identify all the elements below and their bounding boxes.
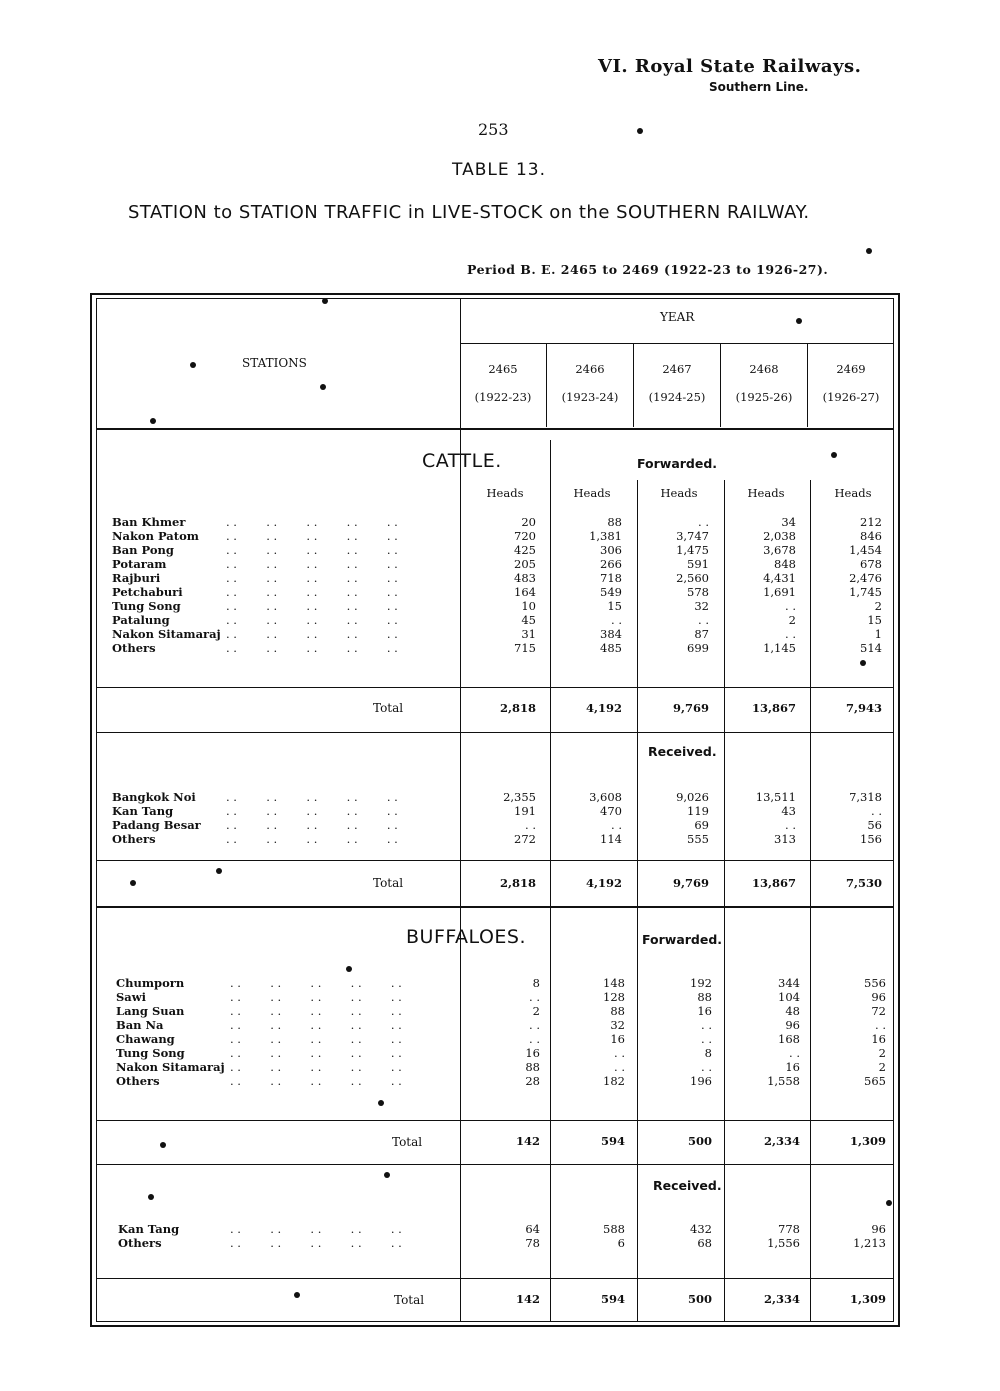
line-subheading: Southern Line. <box>709 80 809 94</box>
rule-col4-head <box>807 343 808 427</box>
year-ad-2: (1923-24) <box>561 390 619 404</box>
cattle-forwarded-total-2466: 4,192 <box>585 701 622 715</box>
cattle-forwarded-col-2467: . . 3,747 1,475 591 2,560 578 32 . . 87 699 <box>676 515 709 655</box>
cattle-received-col-2466: 3,608 470 . . 114 <box>589 790 622 846</box>
cattle-forwarded-col-2468: 34 2,038 3,678 848 4,431 1,691 . . 2 . . 1,145 <box>763 515 796 655</box>
table-number: TABLE 13. <box>452 160 547 180</box>
scan-speck <box>190 362 196 368</box>
rule-col2-head <box>633 343 634 427</box>
buffaloes-forwarded-col-2465: 8 . . 2 . . . . 16 88 28 <box>525 976 540 1088</box>
cattle-received-total-2467: 9,769 <box>672 876 709 890</box>
cattle-received-stations: Bangkok Noi Kan Tang Padang Besar Others <box>112 790 201 846</box>
cattle-forwarded-stations: Ban Khmer Nakon Patom Ban Pong Potaram Rajburi Petchaburi Tung Song Patalung Nakon Sitamaraj Others <box>112 515 221 655</box>
rule-header-bottom <box>96 428 894 430</box>
scan-speck <box>378 1100 384 1106</box>
period-label: Period B. E. 2465 to 2469 (1922-23 to 1926-27). <box>467 262 829 277</box>
dot-leaders: . . . . . . . . . . . . . . . . . . . . <box>230 1222 402 1250</box>
buffaloes-received-label: Received. <box>653 1178 722 1193</box>
buffaloes-forwarded-label: Forwarded. <box>642 932 723 947</box>
rule-year-under <box>460 343 894 344</box>
unit-heads-1: Heads <box>486 486 524 500</box>
cattle-received-total-2468: 13,867 <box>751 876 796 890</box>
cattle-forwarded-total-2467: 9,769 <box>672 701 709 715</box>
cattle-received-col-2469: 7,318 . . 56 156 <box>849 790 882 846</box>
cattle-received-total-2465: 2,818 <box>499 876 536 890</box>
unit-heads-3: Heads <box>660 486 698 500</box>
cattle-forwarded-label: Forwarded. <box>637 456 718 471</box>
year-be-1: 2465 <box>488 362 518 376</box>
buffaloes-forwarded-col-2468: 344 104 48 96 168 . . 16 1,558 <box>767 976 800 1088</box>
rule-cattle-fwd-total-top <box>96 687 894 688</box>
rule-col1 <box>550 440 551 1322</box>
buffaloes-received-total-2468: 2,334 <box>763 1292 800 1306</box>
cattle-received-label: Received. <box>648 744 717 759</box>
buffaloes-received-total-2466: 594 <box>600 1292 625 1306</box>
year-be-2: 2466 <box>575 362 605 376</box>
buffaloes-forwarded-total-2466: 594 <box>600 1134 625 1148</box>
rule-col4 <box>810 480 811 1322</box>
cattle-forwarded-col-2466: 88 1,381 306 266 718 549 15 . . 384 485 <box>589 515 622 655</box>
scan-speck <box>886 1200 892 1206</box>
year-be-5: 2469 <box>836 362 866 376</box>
buffaloes-forwarded-total-2467: 500 <box>687 1134 712 1148</box>
cattle-forwarded-total-2465: 2,818 <box>499 701 536 715</box>
year-ad-4: (1925-26) <box>735 390 793 404</box>
cattle-received-total-2466: 4,192 <box>585 876 622 890</box>
year-ad-3: (1924-25) <box>648 390 706 404</box>
year-header: YEAR <box>660 310 695 324</box>
stations-header: STATIONS <box>242 356 307 370</box>
buffaloes-forwarded-total-2469: 1,309 <box>849 1134 886 1148</box>
cattle-received-col-2467: 9,026 119 69 555 <box>676 790 709 846</box>
scan-speck <box>322 298 328 304</box>
buffaloes-received-col-2467: 432 68 <box>690 1222 712 1250</box>
buffaloes-forwarded-col-2466: 148 128 88 32 16 . . . . 182 <box>603 976 625 1088</box>
buffaloes-forwarded-total-label: Total <box>392 1135 423 1149</box>
scan-speck <box>346 966 352 972</box>
cattle-received-total-label: Total <box>373 876 404 890</box>
buffaloes-received-col-2466: 588 6 <box>603 1222 625 1250</box>
rule-buff-rec-total-top <box>96 1278 894 1279</box>
scan-speck <box>150 418 156 424</box>
buffaloes-received-col-2468: 778 1,556 <box>767 1222 800 1250</box>
page-number: 253 <box>478 120 509 139</box>
buffaloes-received-total-2465: 142 <box>515 1292 540 1306</box>
table-title: STATION to STATION TRAFFIC in LIVE-STOCK on the SOUTHERN RAILWAY. <box>128 202 810 223</box>
scan-speck <box>320 384 326 390</box>
buffaloes-forwarded-stations: Chumporn Sawi Lang Suan Ban Na Chawang Tung Song Nakon Sitamaraj Others <box>116 976 225 1088</box>
cattle-received-col-2468: 13,511 43 . . 313 <box>755 790 796 846</box>
cattle-received-col-2465: 2,355 191 . . 272 <box>503 790 536 846</box>
buffaloes-received-total-label: Total <box>394 1293 425 1307</box>
unit-heads-2: Heads <box>573 486 611 500</box>
year-be-3: 2467 <box>662 362 692 376</box>
buffaloes-received-stations: Kan Tang Others <box>118 1222 180 1250</box>
rule-cattle-rec-total-top <box>96 860 894 861</box>
section-heading: VI. Royal State Railways. <box>598 56 862 77</box>
cattle-forwarded-total-2469: 7,943 <box>845 701 882 715</box>
buffaloes-forwarded-total-2465: 142 <box>515 1134 540 1148</box>
scan-speck <box>148 1194 154 1200</box>
scan-speck <box>130 880 136 886</box>
cattle-forwarded-total-2468: 13,867 <box>751 701 796 715</box>
rule-buff-fwd-total-top <box>96 1120 894 1121</box>
cattle-received-total-2469: 7,530 <box>845 876 882 890</box>
unit-heads-5: Heads <box>834 486 872 500</box>
rule-cattle-fwd-total-bottom <box>96 732 894 733</box>
buffaloes-received-total-2467: 500 <box>687 1292 712 1306</box>
cattle-title: CATTLE. <box>422 450 502 472</box>
scan-speck <box>866 248 872 254</box>
scan-speck <box>294 1292 300 1298</box>
buffaloes-forwarded-col-2469: 556 96 72 . . 16 2 2 565 <box>864 976 886 1088</box>
cattle-forwarded-total-label: Total <box>373 701 404 715</box>
scan-speck <box>831 452 837 458</box>
rule-col1-head <box>546 343 547 427</box>
rule-col3-head <box>720 343 721 427</box>
scan-speck <box>216 868 222 874</box>
dot-leaders: . . . . . . . . . . . . . . . . . . . . . . . . . . . . . . . . . . . . . . . . <box>226 790 398 846</box>
buffaloes-received-col-2465: 64 78 <box>525 1222 540 1250</box>
scan-speck <box>160 1142 166 1148</box>
dot-leaders: . . . . . . . . . . . . . . . . . . . . . . . . . . . . . . . . . . . . . . . . . . . . . . . . . . . . . . . . . . . . . . . . . . . . . . . . . . . . . . . . <box>230 976 402 1088</box>
year-ad-5: (1926-27) <box>822 390 880 404</box>
buffaloes-forwarded-total-2468: 2,334 <box>763 1134 800 1148</box>
rule-col2 <box>637 480 638 1322</box>
cattle-forwarded-col-2469: 212 846 1,454 678 2,476 1,745 2 15 1 514 <box>849 515 882 655</box>
scan-speck <box>796 318 802 324</box>
rule-cattle-bottom <box>96 906 894 908</box>
scan-speck <box>637 128 643 134</box>
year-ad-1: (1922-23) <box>474 390 532 404</box>
year-be-4: 2468 <box>749 362 779 376</box>
buffaloes-forwarded-col-2467: 192 88 16 . . . . 8 . . 196 <box>690 976 712 1088</box>
cattle-forwarded-col-2465: 20 720 425 205 483 164 10 45 31 715 <box>514 515 536 655</box>
dot-leaders: . . . . . . . . . . . . . . . . . . . . . . . . . . . . . . . . . . . . . . . . . . . . . . . . . . . . . . . . . . . . . . . . . . . . . . . . . . . . . . . . . . . . . . . . . . . . . . . . . . . . <box>226 515 398 655</box>
rule-buff-fwd-total-bottom <box>96 1164 894 1165</box>
buffaloes-received-total-2469: 1,309 <box>849 1292 886 1306</box>
scan-speck <box>860 660 866 666</box>
buffaloes-title: BUFFALOES. <box>406 926 527 948</box>
unit-heads-4: Heads <box>747 486 785 500</box>
rule-col3 <box>724 480 725 1322</box>
scan-speck <box>384 1172 390 1178</box>
buffaloes-received-col-2469: 96 1,213 <box>853 1222 886 1250</box>
